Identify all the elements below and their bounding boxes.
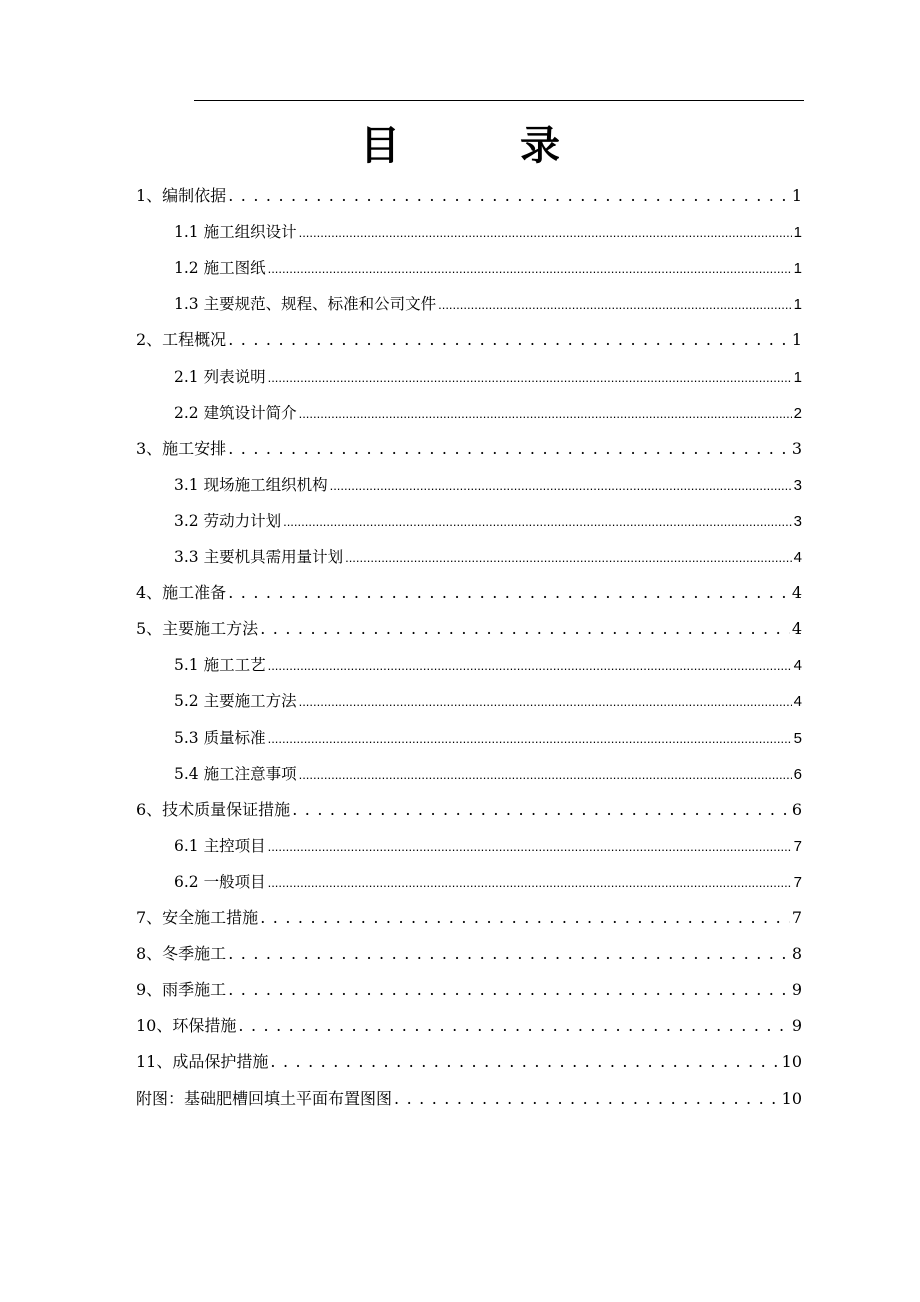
toc-entry[interactable] [136, 617, 802, 641]
dot-leader [299, 689, 792, 714]
dot-leader [394, 1087, 780, 1111]
dot-leader [268, 726, 792, 751]
dot-leader [270, 1050, 779, 1074]
toc-entry[interactable] [136, 184, 802, 208]
toc-entry-label: 4、施工准备 [136, 583, 227, 603]
toc-entry[interactable] [136, 1050, 802, 1074]
toc-page-number: 3 [791, 438, 802, 458]
toc-entry[interactable] [136, 328, 802, 352]
dot-leader [299, 220, 792, 245]
toc-entry[interactable] [136, 1014, 802, 1038]
toc-page-number: 4 [793, 693, 802, 711]
toc-page-number: 9 [791, 980, 802, 1000]
toc-entry[interactable] [136, 1087, 802, 1111]
toc-entry-label: 6、技术质量保证措施 [136, 799, 291, 819]
toc-page-number: 5 [793, 729, 802, 747]
toc-entry-label: 3.2 劳动力计划 [174, 511, 282, 530]
dot-leader [345, 545, 792, 570]
dot-leader [228, 942, 790, 966]
toc-page-number: 3 [793, 476, 802, 494]
toc-subentry[interactable] [174, 401, 802, 425]
dot-leader [268, 834, 792, 859]
dot-leader [228, 978, 790, 1002]
toc-entry-label: 7、安全施工措施 [136, 908, 259, 927]
toc-entry-label: 8、冬季施工 [136, 944, 227, 964]
toc-entry[interactable] [136, 978, 802, 1002]
toc-subentry[interactable] [174, 365, 802, 389]
toc-entry-label: 5.2 主要施工方法 [174, 692, 297, 711]
dot-leader [268, 653, 792, 678]
toc-entry-label: 附图：基础肥槽回填土平面布置图图 [136, 1088, 393, 1108]
toc-entry-label: 3.3 主要机具需用量计划 [174, 548, 344, 566]
toc-subentry[interactable] [174, 292, 802, 316]
toc-subentry[interactable] [174, 473, 802, 497]
toc-subentry[interactable] [174, 545, 802, 569]
toc-page-number: 7 [791, 908, 802, 927]
dot-leader [228, 184, 790, 208]
toc-page-number: 6 [793, 765, 802, 783]
toc-page-number: 1 [793, 224, 802, 242]
dot-leader [228, 581, 790, 605]
toc-entry[interactable] [136, 437, 802, 461]
toc-entry-label: 1.1 施工组织设计 [174, 223, 297, 242]
dot-leader [238, 1014, 789, 1038]
toc-page-number: 4 [791, 619, 802, 639]
dot-leader [292, 798, 790, 822]
toc-page-number: 7 [793, 837, 802, 855]
toc-subentry[interactable] [174, 220, 802, 244]
toc-entry-label: 3、施工安排 [136, 438, 227, 458]
toc-page-number: 4 [791, 583, 802, 603]
toc-page-number: 1 [793, 260, 802, 278]
toc-page-number: 1 [791, 186, 802, 205]
toc-page-number: 3 [793, 512, 802, 530]
toc-entry-label: 5、主要施工方法 [136, 619, 259, 639]
toc-entry[interactable] [136, 798, 802, 822]
dot-leader [299, 762, 792, 787]
toc-page-number: 8 [791, 944, 802, 964]
toc-entry[interactable] [136, 906, 802, 930]
toc-page-number: 10 [781, 1088, 802, 1108]
header-rule [194, 100, 804, 101]
toc-entry-label: 6.2 一般项目 [174, 872, 266, 891]
toc-page-number: 4 [793, 549, 802, 566]
toc-entry[interactable] [136, 581, 802, 605]
toc-entry-label: 5.4 施工注意事项 [174, 764, 297, 783]
toc-entry-label: 9、雨季施工 [136, 980, 227, 1000]
toc-page-number: 2 [793, 404, 802, 422]
dot-leader [438, 292, 792, 317]
toc-entry-label: 11、成品保护措施 [136, 1052, 269, 1072]
dot-leader [228, 437, 790, 461]
dot-leader [268, 870, 792, 895]
dot-leader [260, 617, 790, 641]
toc-entry-label: 10、环保措施 [136, 1016, 237, 1036]
toc-page-number: 9 [791, 1016, 802, 1036]
toc-entry-label: 1.3 主要规范、规程、标准和公司文件 [174, 295, 437, 314]
dot-leader [283, 509, 792, 534]
toc-subentry[interactable] [174, 762, 802, 786]
dot-leader [268, 365, 792, 390]
toc-entry-label: 6.1 主控项目 [174, 836, 266, 855]
toc-page-number: 4 [793, 657, 802, 675]
page-title: 目 录 [360, 123, 600, 169]
toc-entry-label: 2.2 建筑设计简介 [174, 403, 297, 422]
toc-subentry[interactable] [174, 870, 802, 894]
toc-page-number: 1 [793, 296, 802, 314]
toc-subentry[interactable] [174, 726, 802, 750]
dot-leader [228, 328, 790, 352]
dot-leader [330, 473, 792, 498]
toc-entry-label: 3.1 现场施工组织机构 [174, 475, 328, 494]
dot-leader [260, 906, 790, 930]
toc-page-number: 6 [791, 799, 802, 819]
toc-entry-label: 1.2 施工图纸 [174, 259, 266, 278]
toc-page-number: 1 [793, 368, 802, 386]
dot-leader [268, 256, 792, 281]
toc-entry-label: 2、工程概况 [136, 330, 227, 350]
toc-page-number: 10 [781, 1052, 802, 1072]
toc-entry-label: 5.1 施工工艺 [174, 656, 266, 675]
toc-page-number: 7 [793, 873, 802, 891]
toc-subentry[interactable] [174, 509, 802, 533]
toc-subentry[interactable] [174, 834, 802, 858]
toc-subentry[interactable] [174, 653, 802, 677]
toc-subentry[interactable] [174, 689, 802, 713]
toc-page-number: 1 [791, 330, 802, 350]
toc-subentry[interactable] [174, 256, 802, 280]
toc-entry-label: 2.1 列表说明 [174, 367, 266, 386]
toc-entry[interactable] [136, 942, 802, 966]
toc-entry-label: 5.3 质量标准 [174, 728, 266, 747]
dot-leader [299, 401, 792, 426]
toc-entry-label: 1、编制依据 [136, 186, 227, 205]
